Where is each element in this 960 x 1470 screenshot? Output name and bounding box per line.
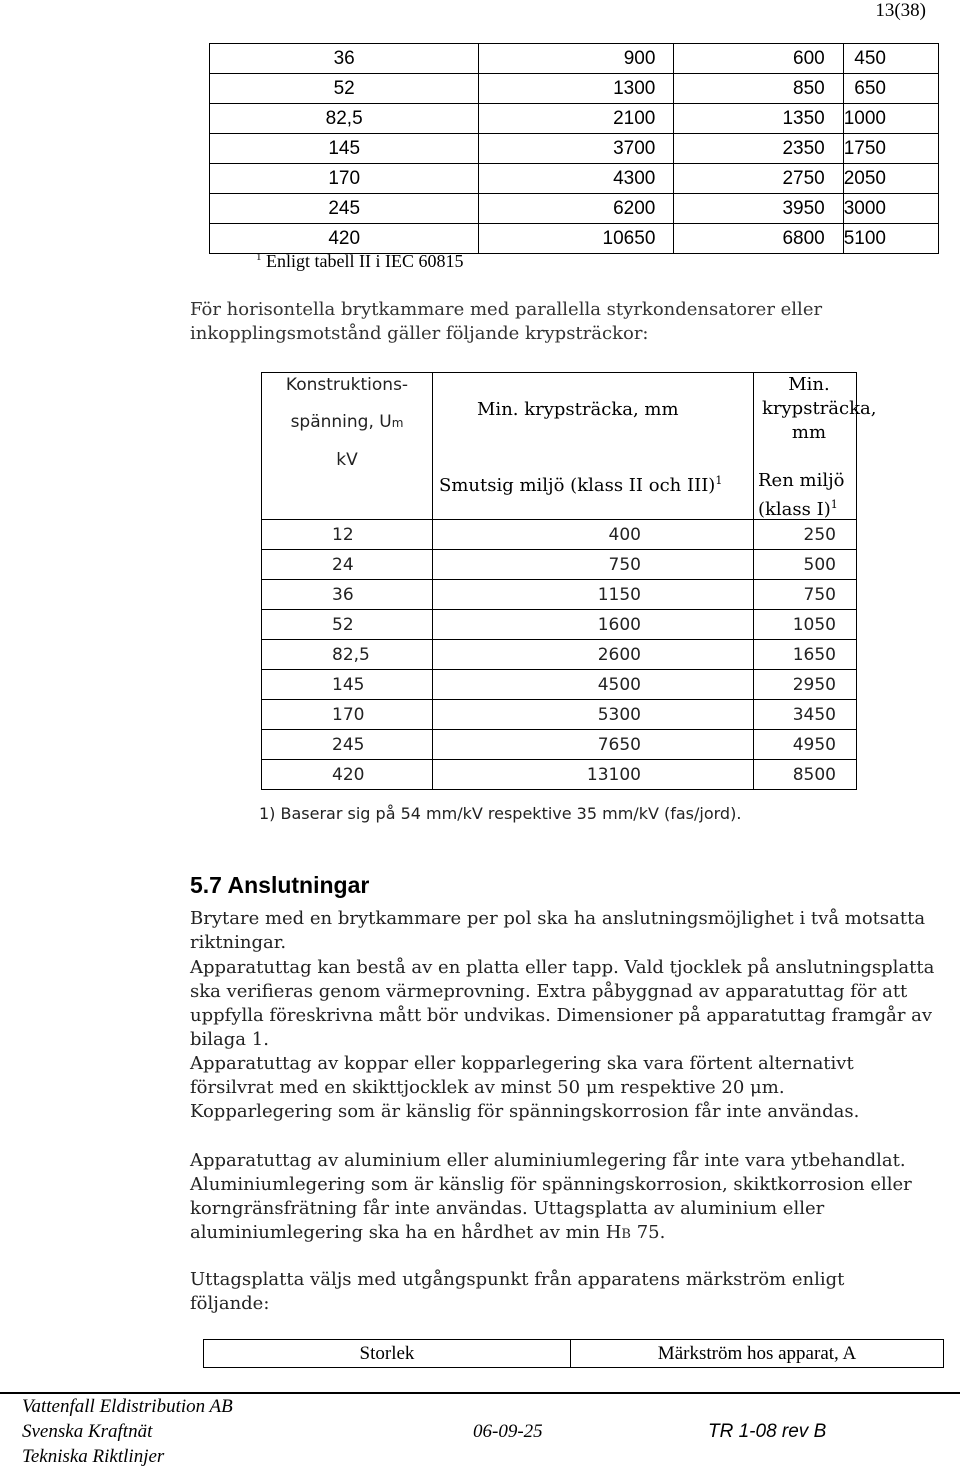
footer-date: 06-09-25 — [473, 1421, 543, 1442]
rated-current-header: Märkström hos apparat, A — [571, 1340, 944, 1368]
table-cell: 3700 — [479, 134, 674, 164]
intro-line-2: inkopplingsmotstånd gäller följande krypsträckor: — [190, 323, 649, 344]
table-cell: 1050 — [754, 610, 857, 640]
table-cell: 8500 — [754, 760, 857, 790]
table-cell: 145 — [262, 670, 433, 700]
header-voltage-line2: spänning, Um — [290, 412, 404, 432]
voltage-creepage-table — [209, 43, 939, 254]
table-cell: 7650 — [433, 730, 754, 760]
table-cell: 1000 — [843, 104, 938, 134]
table-row — [210, 104, 939, 134]
table-cell: 2050 — [843, 164, 938, 194]
table-cell: 3450 — [754, 700, 857, 730]
table-cell: 650 — [843, 74, 938, 104]
table-row — [262, 730, 857, 760]
table-cell: 145 — [210, 134, 479, 164]
table-cell: 1600 — [433, 610, 754, 640]
header-clean-title: Min. krypsträcka, mm — [762, 374, 877, 443]
size-header: Storlek — [204, 1340, 571, 1368]
table-cell: 4300 — [479, 164, 674, 194]
table-cell: 3000 — [843, 194, 938, 224]
header-voltage — [262, 373, 433, 520]
intro-line-1: För horisontella brytkammare med parallella styrkondensatorer eller — [190, 299, 823, 320]
footnote-text: Enligt tabell II i IEC 60815 — [266, 251, 464, 271]
table-row — [262, 580, 857, 610]
table-row — [210, 74, 939, 104]
table-cell: 245 — [262, 730, 433, 760]
table2-note: 1) Baserar sig på 54 mm/kV respektive 35 mm/kV (fas/jord). — [259, 804, 742, 823]
header-dirty-sub: Smutsig miljö (klass II och III)$^1$ — [439, 474, 723, 496]
footer-divider — [0, 1392, 960, 1394]
table-cell: 1300 — [479, 74, 674, 104]
table-cell: 36 — [262, 580, 433, 610]
creepage-distance-table — [261, 372, 877, 790]
table-cell: 13100 — [433, 760, 754, 790]
header-dirty-env — [433, 373, 754, 520]
page-number: 13(38) — [875, 0, 926, 21]
paragraph-2: Apparatuttag kan bestå av en platta eller tapp. Vald tjocklek på anslutningsplatta ska verifieras genom värmeprovning. Extra påbyggnad av apparatuttag för att uppfylla föreskrivna mått bör undvikas. Dimensioner på apparatuttag framgår av bilaga 1. — [190, 957, 935, 1050]
footer-doc-type: Tekniska Riktlinjer — [22, 1446, 165, 1467]
table1-footnote — [256, 251, 463, 272]
table-cell: 750 — [754, 580, 857, 610]
table-cell: 2350 — [674, 134, 843, 164]
table-cell: 52 — [262, 610, 433, 640]
paragraph-3: Apparatuttag av koppar eller kopparlegering ska vara förtent alternativt försilvrat med en skikttjocklek av minst 50 μm respektive 20 μm. Kopparlegering som är känslig för spänningskorrosion får inte användas. — [190, 1053, 860, 1122]
table-cell: 170 — [210, 164, 479, 194]
footer-doc-id: TR 1-08 rev B — [708, 1421, 827, 1442]
table-cell: 2100 — [479, 104, 674, 134]
table-cell: 4500 — [433, 670, 754, 700]
table-row — [262, 610, 857, 640]
table-cell: 1750 — [843, 134, 938, 164]
table-cell: 600 — [674, 44, 843, 74]
table-cell: 500 — [754, 550, 857, 580]
table-cell: 6800 — [674, 224, 843, 254]
table-cell: 52 — [210, 74, 479, 104]
table-cell: 450 — [843, 44, 938, 74]
table-cell: 2600 — [433, 640, 754, 670]
table-cell: 1350 — [674, 104, 843, 134]
terminal-size-table — [203, 1339, 944, 1368]
table-cell: 420 — [210, 224, 479, 254]
header-dirty-title: Min. krypsträcka, mm — [477, 399, 679, 420]
table-cell: 6200 — [479, 194, 674, 224]
table-row — [262, 520, 857, 550]
table-cell: 24 — [262, 550, 433, 580]
table-cell: 850 — [674, 74, 843, 104]
table-cell: 12 — [262, 520, 433, 550]
table-cell: 170 — [262, 700, 433, 730]
footer-company-2: Svenska Kraftnät — [22, 1421, 153, 1442]
section-heading: 5.7 Anslutningar — [190, 872, 370, 898]
table-cell: 3950 — [674, 194, 843, 224]
header-voltage-line1: Konstruktions- — [285, 375, 409, 395]
header-voltage-unit: kV — [336, 450, 358, 470]
table-row — [262, 760, 857, 790]
table-cell: 1650 — [754, 640, 857, 670]
table-cell: 10650 — [479, 224, 674, 254]
paragraph-4: Apparatuttag av aluminium eller aluminiumlegering får inte vara ytbehandlat. Aluminiumlegering som är känslig för spänningskorrosion, skiktkorrosion eller korngränsfrätning får inte användas. Uttagsplatta av aluminium eller aluminiumlegering ska ha en hårdhet av min HB 75. — [190, 1150, 912, 1243]
table-cell: 2750 — [674, 164, 843, 194]
table-row — [262, 550, 857, 580]
table-row — [210, 194, 939, 224]
footer-company-1: Vattenfall Eldistribution AB — [22, 1396, 233, 1417]
table-row — [262, 670, 857, 700]
table-cell: 400 — [433, 520, 754, 550]
table-cell: 5300 — [433, 700, 754, 730]
table-cell: 420 — [262, 760, 433, 790]
table-cell: 82,5 — [262, 640, 433, 670]
table-row — [262, 640, 857, 670]
table-cell: 750 — [433, 550, 754, 580]
table-row — [210, 164, 939, 194]
table-cell: 900 — [479, 44, 674, 74]
table-cell: 1150 — [433, 580, 754, 610]
header-clean-env — [754, 373, 877, 520]
table-cell: 245 — [210, 194, 479, 224]
table-cell: 2950 — [754, 670, 857, 700]
table-cell: 250 — [754, 520, 857, 550]
header-clean-sub: Ren miljö (klass I)$^1$ — [758, 470, 845, 520]
table-cell: 5100 — [843, 224, 938, 254]
paragraph-5: Uttagsplatta väljs med utgångspunkt från apparatens märkström enligt följande: — [190, 1269, 845, 1314]
table-cell: 4950 — [754, 730, 857, 760]
table-row — [262, 700, 857, 730]
table-row — [210, 224, 939, 254]
footnote-mark: 1 — [256, 251, 262, 263]
table-cell: 36 — [210, 44, 479, 74]
paragraph-1: Brytare med en brytkammare per pol ska ha anslutningsmöjlighet i två motsatta riktningar. — [190, 908, 926, 953]
table-row — [210, 134, 939, 164]
table-row — [210, 44, 939, 74]
table-cell: 82,5 — [210, 104, 479, 134]
